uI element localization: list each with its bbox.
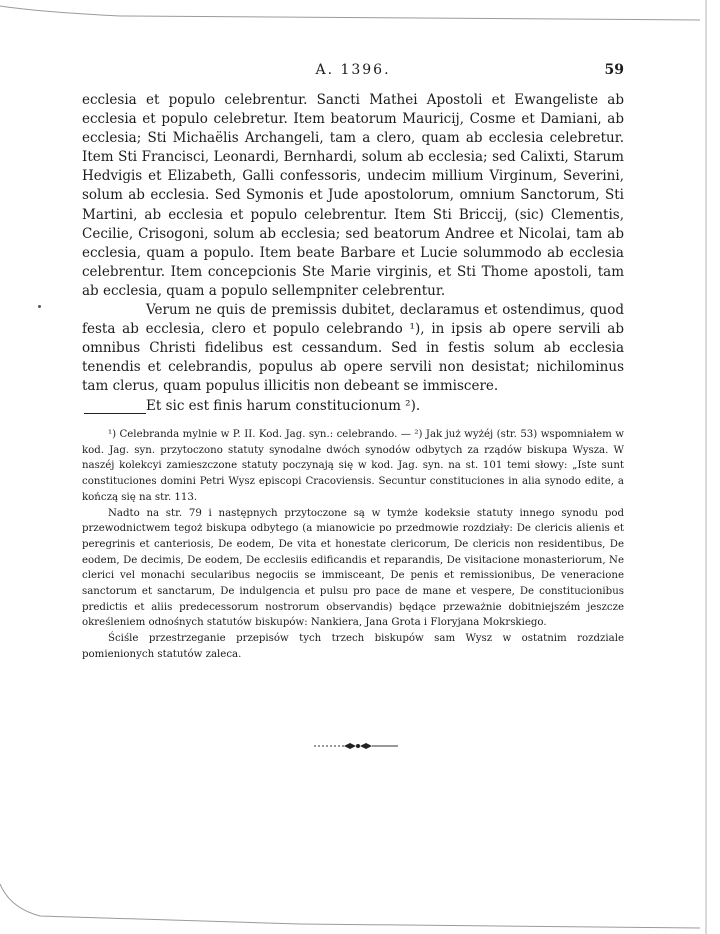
footnote-paragraph: ¹) Celebranda mylnie w P. II. Kod. Jag. syn.: celebrando. — ²) Jak już wyżéj (str. 53) wspomniałem w kod. Jag. syn. przytoczono statuty synodalne dwóch synodów odbytych za rządów biskupa Wysza. W naszéj kolekcyi zamieszczone statuty poczynają się w kod. Jag. syn. na st. 101 temi słowy: „Iste sunt constituciones domini Petri Wysz episcopi Cracoviensis. Secuntur constituciones in alia synodo edite, a kończą się na str. 113. xyxy=(82,429,624,503)
body-paragraph: Et sic est finis harum constitucionum ²). xyxy=(146,397,421,414)
footnote-separator xyxy=(84,413,146,414)
page-number: 59 xyxy=(604,62,624,78)
ink-speck xyxy=(38,305,41,308)
footnotes xyxy=(82,427,624,663)
page-bottom-edge xyxy=(0,880,720,934)
footnote-paragraph: Nadto na str. 79 i następnych przytoczone są w tymże kodeksie statuty innego synodu pod przewodnictwem tegoż biskupa odbytego (a mianowicie po przedmowie rozdziały: De clericis alienis et peregrinis et canteriosis, De eodem, De vita et honestate clericorum, De clericis non residentibus, De eodem, De decimis, De eodem, De ecclesiis edificandis et reparandis, De visitacione monasteriorum, Ne clerici vel monachi secularibus negociis se immisceant, De penis et remissionibus, De veneracione sanctorum et sanctarum, De indulgencia et pulsu pro pace de mane et vespere, De constitucionibus predictis et aliis predecessorum nostrorum observandis) będące przeważnie dobitniejszém jeszcze określeniem odnośnych statutów biskupów: Nankiera, Jana Grota i Floryjana Mokrskiego. xyxy=(82,507,624,629)
footnote-paragraph: Ściśle przestrzeganie przepisów tych trzech biskupów sam Wysz w ostatnim rozdziale pomienionych statutów zaleca. xyxy=(82,633,624,660)
body-paragraph: Verum ne quis de premissis dubitet, declaramus et ostendimus, quod festa ab ecclesia, clero et populo celebrando ¹), in ipsis ab opere servili ab omnibus Christi fidelibus est cessandum. Sed in festis solum ab ecclesia tenendis et celebrandis, populus ab opere servili non desistat; nichilominus tam clerus, quam populus illicitis non debeant se immiscere. xyxy=(82,302,624,395)
main-text xyxy=(82,91,624,416)
page-top-edge xyxy=(0,4,720,22)
running-title: A. 1396. xyxy=(315,62,391,78)
body-paragraph: ecclesia et populo celebrentur. Sancti Mathei Apostoli et Ewangeliste ab ecclesia et populo celebretur. Item beatorum Mauricij, Cosme et Damiani, ab ecclesia; Sti Michaëlis Archangeli, tam a clero, quam ab ecclesia celebretur. Item Sti Francisci, Leonardi, Bernhardi, solum ab ecclesia; sed Calixti, Starum Hedvigis et Elizabeth, Galli confessoris, undecim millium Virginum, Severini, solum ab ecclesia. Sed Symonis et Jude apostolorum, omnium Sanctorum, Sti Martini, ab ecclesia et populo celebrentur. Item Sti Briccij, (sic) Clementis, Cecilie, Crisogoni, solum ab ecclesia; sed beatorum Andree et Nicolai, tam ab ecclesia, quam a populo. Item beate Barbare et Lucie solummodo ab ecclesia celebrentur. Item concepcionis Ste Marie virginis, et Sti Thome apostoli, tam ab ecclesia, quam a populo sellempniter celebrentur. xyxy=(82,92,624,299)
page-right-edge xyxy=(700,0,720,934)
end-ornament xyxy=(314,739,398,753)
page-header xyxy=(82,62,624,80)
